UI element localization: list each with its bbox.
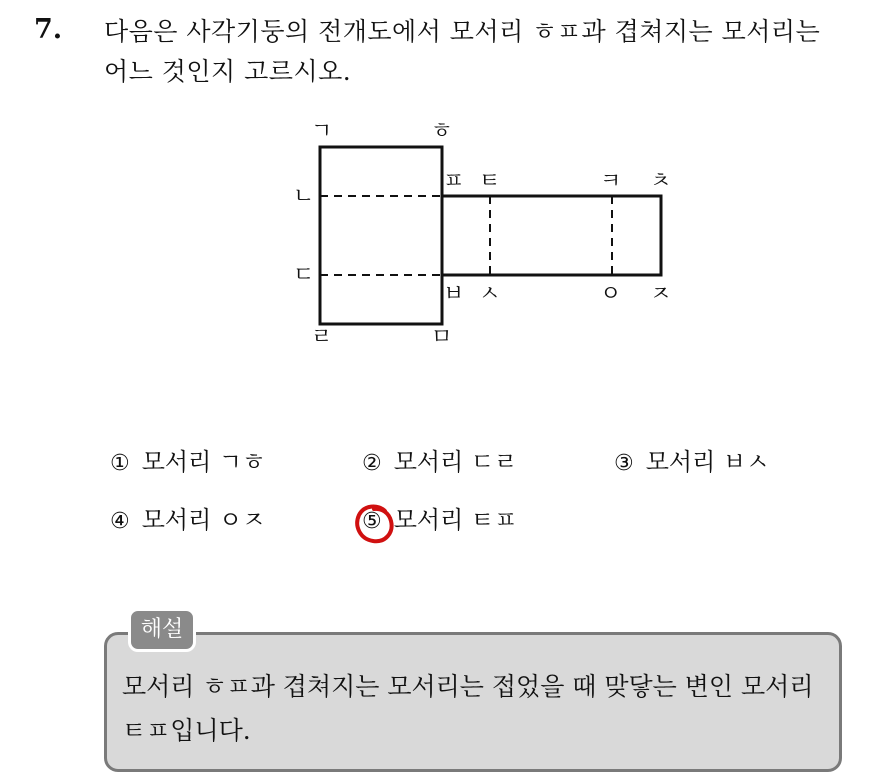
option-3-number: ③ xyxy=(614,451,634,476)
label-siot: ㅅ xyxy=(479,282,501,307)
option-5-text: 모서리 ㅌㅍ xyxy=(393,506,518,534)
option-2-number: ② xyxy=(362,451,382,476)
label-rieul: ㄹ xyxy=(311,325,333,350)
option-4-number: ④ xyxy=(110,509,130,534)
label-ieung: ㅇ xyxy=(600,282,622,307)
label-digeut: ㄷ xyxy=(293,263,315,288)
label-tieut: ㅌ xyxy=(479,169,501,194)
option-3-text: 모서리 ㅂㅅ xyxy=(645,448,770,476)
label-giyeok: ㄱ xyxy=(311,119,333,144)
option-2[interactable] xyxy=(362,442,517,477)
net-strip xyxy=(442,196,661,275)
label-kieuk: ㅋ xyxy=(600,169,622,194)
option-3[interactable] xyxy=(614,442,769,477)
option-5-number-glyph: ⑤ xyxy=(362,509,382,534)
label-mieum: ㅁ xyxy=(431,325,453,350)
label-hieut: ㅎ xyxy=(431,119,453,144)
label-bieup: ㅂ xyxy=(443,282,465,307)
label-pieup2: ㅍ xyxy=(443,169,465,194)
option-1[interactable] xyxy=(110,442,265,477)
label-chieut: ㅊ xyxy=(650,169,672,194)
option-5[interactable] xyxy=(362,500,517,535)
explanation-tag: 해설 xyxy=(128,608,196,652)
label-jieut: ㅈ xyxy=(650,282,672,307)
option-2-text: 모서리 ㄷㄹ xyxy=(393,448,518,476)
option-4[interactable] xyxy=(110,500,265,535)
fold-lines xyxy=(320,196,612,275)
explanation-text xyxy=(122,665,832,753)
label-nieun: ㄴ xyxy=(293,184,315,209)
option-5-number xyxy=(362,509,382,534)
net-left-face xyxy=(320,147,442,324)
option-1-text: 모서리 ㄱㅎ xyxy=(141,448,266,476)
question-line-1: 다음은 사각기둥의 전개도에서 모서리 ㅎㅍ과 겹쳐지는 모서리는 xyxy=(104,17,821,46)
explanation-line-2: ㅌㅍ입니다. xyxy=(122,716,251,745)
answer-circle-mark xyxy=(352,501,398,547)
question-number: 7. xyxy=(34,14,63,45)
explanation-line-1: 모서리 ㅎㅍ과 겹쳐지는 모서리는 접었을 때 맞닿는 변인 모서리 xyxy=(122,672,814,701)
option-4-text: 모서리 ㅇㅈ xyxy=(141,506,266,534)
option-1-number: ① xyxy=(110,451,130,476)
question-line-2: 어느 것인지 고르시오. xyxy=(104,57,352,86)
